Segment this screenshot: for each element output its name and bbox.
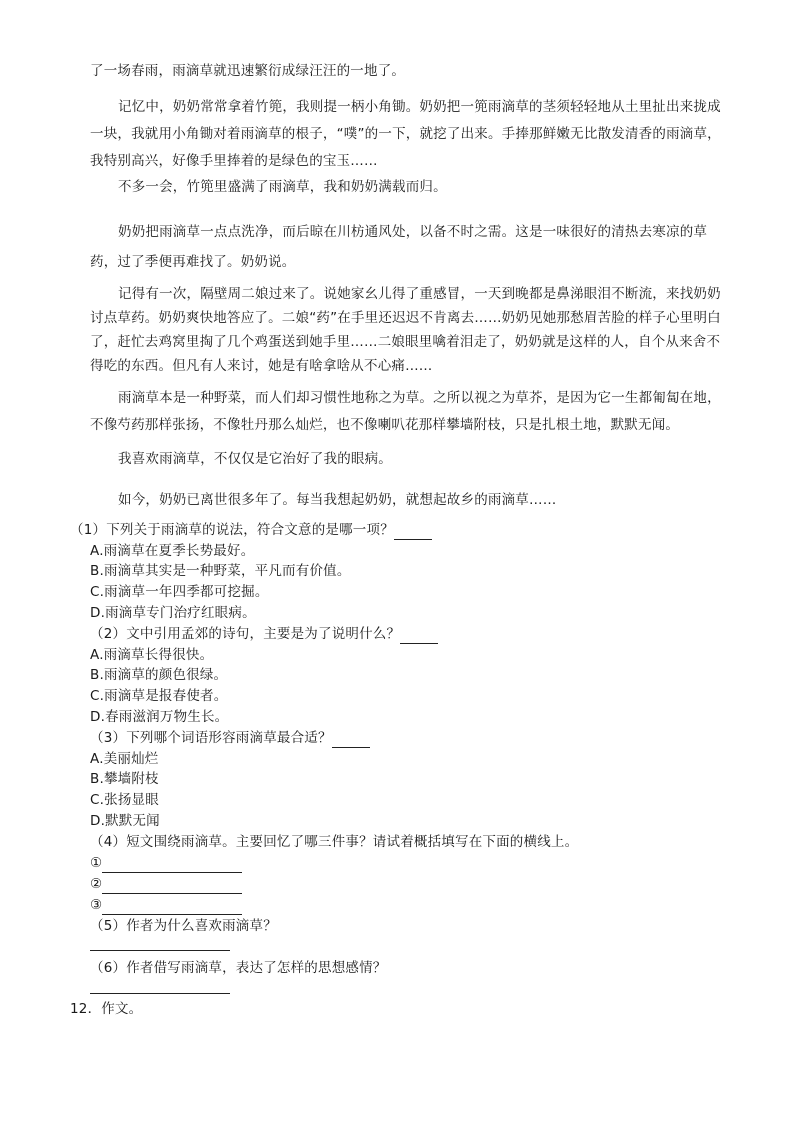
question-3-answer-blank[interactable] (332, 733, 370, 748)
passage-paragraph-4: 奶奶把雨滴草一点点洗净，而后晾在川枋通风处，以备不时之需。这是一味很好的清热去寒凉的草药，过了季便再难找了。奶奶说。 (90, 224, 708, 270)
question-1-answer-blank[interactable] (394, 525, 432, 540)
question-4-item-1-answer-line[interactable] (102, 858, 242, 873)
passage-paragraph-1: 了一场春雨，雨滴草就迅速繁衍成绿汪汪的一地了。 (90, 63, 406, 79)
question-4-item-1-marker: ① (90, 855, 103, 871)
passage-paragraph-5: 记得有一次，隔壁周二娘过来了。说她家幺儿得了重感冒，一天到晚都是鼻涕眼泪不断流，来找奶奶讨点草药。奶奶爽快地答应了。二娘“药”在手里还迟迟不肯离去……奶奶见她那愁眉苦脸的样子心里明白了，赶忙去鸡窝里掏了几个鸡蛋送到她手里……二娘眼里噙着泪走了，奶奶就是这样的人，自个从来舍不得吃的东西。但凡有人来讨，她是有啥拿啥从不心痛…… (90, 286, 721, 374)
question-2-option-c[interactable]: C.雨滴草是报春使者。 (90, 688, 228, 704)
passage-paragraph-2: 记忆中，奶奶常常拿着竹篼，我则提一柄小角锄。奶奶把一篼雨滴草的茎须轻轻地从土里扯出来拢成一块，我就用小角锄对着雨滴草的根子，“噗”的一下，就挖了出来。手捧那鲜嫩无比散发清香的雨滴草，我特别高兴，好像手里捧着的是绿色的宝玉…… (90, 99, 721, 169)
question-3-option-c[interactable]: C.张扬显眼 (90, 792, 159, 808)
question-1-option-a[interactable]: A.雨滴草在夏季长势最好。 (90, 543, 255, 559)
question-2-stem: （2）文中引用孟郊的诗句，主要是为了说明什么？ (90, 626, 401, 642)
passage-paragraph-8: 如今，奶奶已离世很多年了。每当我想起奶奶，就想起故乡的雨滴草…… (118, 492, 557, 508)
question-4-item-1 (90, 853, 242, 873)
passage-paragraph-3: 不多一会，竹篼里盛满了雨滴草，我和奶奶满载而归。 (118, 179, 447, 195)
question-4-item-2-answer-line[interactable] (102, 879, 242, 894)
question-4-item-3 (90, 895, 242, 915)
question-3-option-b[interactable]: B.攀墙附枝 (90, 771, 159, 787)
question-4-item-2 (90, 874, 242, 894)
question-4-item-3-marker: ③ (90, 897, 103, 913)
question-2-option-d[interactable]: D.春雨滋润万物生长。 (90, 709, 229, 725)
question-12-heading: 12．作文。 (70, 1001, 143, 1017)
question-2 (90, 624, 438, 644)
question-4-stem: （4）短文围绕雨滴草。主要回忆了哪三件事？请试着概括填写在下面的横线上。 (90, 834, 579, 850)
question-4-item-2-marker: ② (90, 876, 103, 892)
question-1-option-b[interactable]: B.雨滴草其实是一种野菜，平凡而有价值。 (90, 563, 351, 579)
question-3-stem: （3）下列哪个词语形容雨滴草最合适？ (90, 730, 332, 746)
question-6-stem: （6）作者借写雨滴草，表达了怎样的思想感情？ (90, 960, 387, 976)
question-2-option-a[interactable]: A.雨滴草长得很快。 (90, 647, 214, 663)
question-2-answer-blank[interactable] (400, 629, 438, 644)
passage-paragraph-7: 我喜欢雨滴草，不仅仅是它治好了我的眼病。 (118, 451, 392, 467)
question-5-answer-line[interactable] (90, 950, 230, 951)
question-1-stem: （1）下列关于雨滴草的说法，符合文意的是哪一项？ (70, 522, 394, 538)
question-1-option-c[interactable]: C.雨滴草一年四季都可挖掘。 (90, 584, 269, 600)
question-3 (90, 728, 370, 748)
question-3-option-d[interactable]: D.默默无闻 (90, 813, 160, 829)
question-2-option-b[interactable]: B.雨滴草的颜色很绿。 (90, 667, 228, 683)
question-5-stem: （5）作者为什么喜欢雨滴草？ (90, 918, 277, 934)
question-1-option-d[interactable]: D.雨滴草专门治疗红眼病。 (90, 605, 256, 621)
question-3-option-a[interactable]: A.美丽灿烂 (90, 751, 159, 767)
passage-paragraph-6: 雨滴草本是一种野菜，而人们却习惯性地称之为草。之所以视之为草芥，是因为它一生都匍匐在地，不像芍药那样张扬，不像牡丹那么灿烂，也不像喇叭花那样攀墙附枝，只是扎根土地，默默无闻。 (90, 390, 721, 433)
question-4-item-3-answer-line[interactable] (102, 900, 242, 915)
question-1 (70, 520, 432, 540)
question-6-answer-line[interactable] (90, 993, 230, 994)
